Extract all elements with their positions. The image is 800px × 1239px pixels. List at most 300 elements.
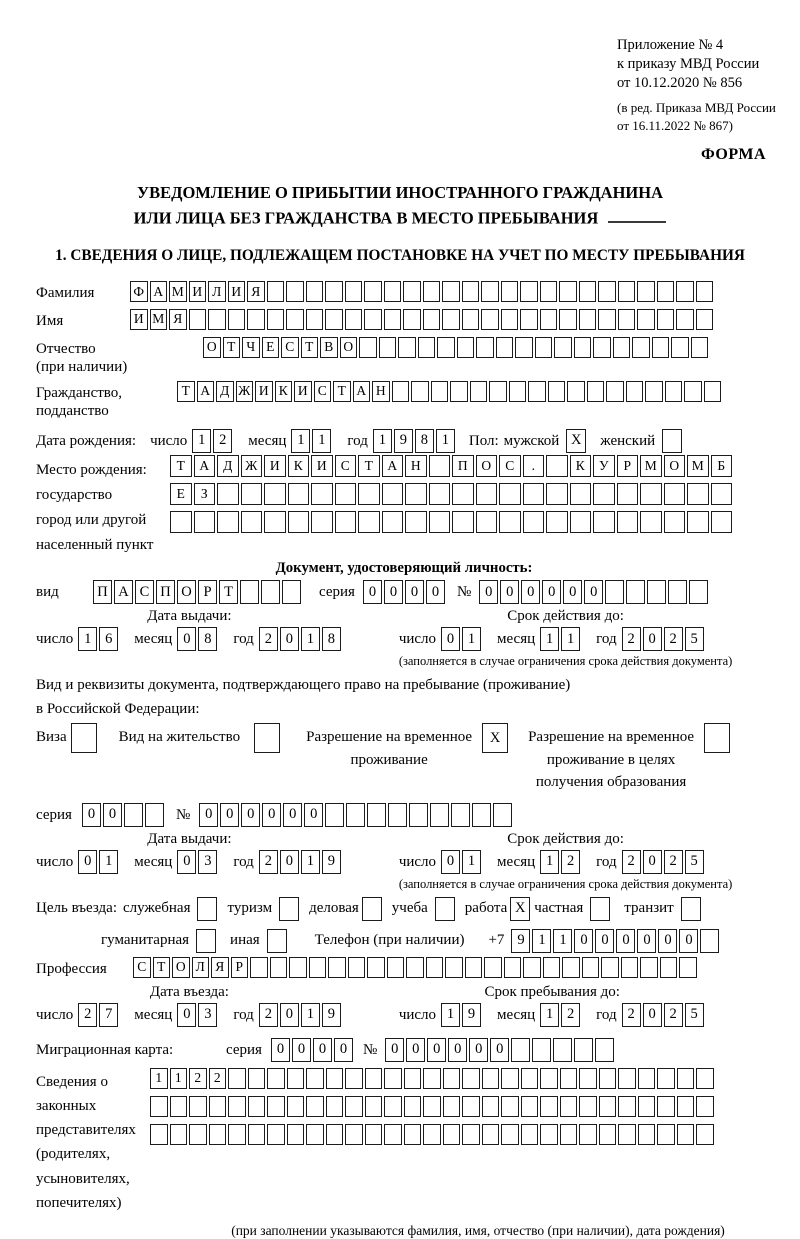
form-cell[interactable] (240, 580, 259, 604)
form-cell[interactable] (606, 381, 624, 402)
form-cell[interactable] (470, 381, 488, 402)
form-cell[interactable]: 2 (664, 627, 683, 651)
form-cell[interactable] (423, 1124, 441, 1145)
form-cell[interactable] (664, 511, 686, 533)
form-cell[interactable] (599, 1068, 617, 1089)
form-cell[interactable]: О (476, 455, 498, 477)
form-cell[interactable] (489, 381, 507, 402)
form-cell[interactable] (209, 1124, 227, 1145)
form-cell[interactable] (382, 511, 404, 533)
form-cell[interactable] (228, 1124, 246, 1145)
form-cell[interactable]: С (133, 957, 151, 978)
form-cell[interactable] (605, 580, 624, 604)
form-cell[interactable] (548, 381, 566, 402)
form-cell[interactable]: 8 (415, 429, 434, 453)
form-cell[interactable]: 0 (643, 1003, 662, 1027)
form-cell[interactable] (484, 957, 502, 978)
form-cell[interactable]: 1 (441, 1003, 460, 1027)
form-cell[interactable]: 9 (394, 429, 413, 453)
form-cell[interactable] (543, 957, 561, 978)
form-cell[interactable] (150, 1124, 168, 1145)
form-cell[interactable] (476, 511, 498, 533)
form-cell[interactable]: 2 (213, 429, 232, 453)
form-cell[interactable] (306, 1124, 324, 1145)
form-cell[interactable] (345, 1096, 363, 1117)
form-cell[interactable] (618, 309, 636, 330)
form-cell[interactable] (684, 381, 702, 402)
form-cell[interactable] (250, 957, 268, 978)
form-cell[interactable] (582, 957, 600, 978)
form-cell[interactable]: 0 (363, 580, 382, 604)
form-cell[interactable]: 1 (301, 627, 320, 651)
form-cell[interactable] (457, 337, 475, 358)
form-cell[interactable]: Т (333, 381, 351, 402)
form-cell[interactable]: И (228, 281, 246, 302)
form-cell[interactable]: 0 (384, 580, 403, 604)
form-cell[interactable] (429, 455, 451, 477)
residence-permit-checkbox[interactable] (254, 723, 280, 753)
form-cell[interactable]: 9 (322, 850, 341, 874)
form-cell[interactable] (618, 1068, 636, 1089)
form-cell[interactable] (445, 957, 463, 978)
form-cell[interactable] (476, 483, 498, 505)
form-cell[interactable] (228, 309, 246, 330)
form-cell[interactable] (306, 309, 324, 330)
form-cell[interactable] (423, 309, 441, 330)
form-cell[interactable] (264, 483, 286, 505)
form-cell[interactable]: 1 (540, 1003, 559, 1027)
form-cell[interactable] (637, 309, 655, 330)
form-cell[interactable] (626, 381, 644, 402)
form-cell[interactable]: М (150, 309, 168, 330)
form-cell[interactable] (535, 337, 553, 358)
form-cell[interactable] (687, 511, 709, 533)
form-cell[interactable] (359, 337, 377, 358)
form-cell[interactable] (618, 1096, 636, 1117)
form-cell[interactable]: И (311, 455, 333, 477)
form-cell[interactable]: С (499, 455, 521, 477)
form-cell[interactable]: У (593, 455, 615, 477)
form-cell[interactable]: Ж (241, 455, 263, 477)
form-cell[interactable] (365, 1124, 383, 1145)
form-cell[interactable] (261, 580, 280, 604)
form-cell[interactable] (287, 1068, 305, 1089)
form-cell[interactable] (657, 281, 675, 302)
form-cell[interactable] (364, 309, 382, 330)
form-cell[interactable] (668, 580, 687, 604)
form-cell[interactable]: 1 (540, 850, 559, 874)
form-cell[interactable] (632, 337, 650, 358)
form-cell[interactable]: Т (177, 381, 195, 402)
form-cell[interactable]: Н (405, 455, 427, 477)
form-cell[interactable]: 2 (259, 627, 278, 651)
form-cell[interactable] (617, 511, 639, 533)
form-cell[interactable] (247, 309, 265, 330)
form-cell[interactable] (267, 309, 285, 330)
form-cell[interactable] (442, 281, 460, 302)
form-cell[interactable] (346, 803, 365, 827)
visa-checkbox[interactable] (71, 723, 97, 753)
form-cell[interactable] (404, 1096, 422, 1117)
purpose-other-checkbox[interactable] (267, 929, 287, 953)
form-cell[interactable] (423, 281, 441, 302)
form-cell[interactable] (617, 483, 639, 505)
form-cell[interactable] (404, 1068, 422, 1089)
purpose-work-checkbox[interactable]: X (510, 897, 530, 921)
form-cell[interactable]: 0 (595, 929, 614, 953)
form-cell[interactable] (384, 1124, 402, 1145)
form-cell[interactable]: Н (372, 381, 390, 402)
form-cell[interactable] (398, 337, 416, 358)
form-cell[interactable] (532, 1038, 551, 1062)
form-cell[interactable] (640, 511, 662, 533)
form-cell[interactable] (345, 309, 363, 330)
form-cell[interactable]: 1 (436, 429, 455, 453)
form-cell[interactable]: 7 (99, 1003, 118, 1027)
form-cell[interactable] (593, 483, 615, 505)
form-cell[interactable]: 0 (334, 1038, 353, 1062)
form-cell[interactable] (579, 309, 597, 330)
form-cell[interactable] (443, 1096, 461, 1117)
form-cell[interactable]: Е (262, 337, 280, 358)
form-cell[interactable]: 0 (405, 580, 424, 604)
form-cell[interactable] (328, 957, 346, 978)
form-cell[interactable] (574, 337, 592, 358)
form-cell[interactable]: 0 (574, 929, 593, 953)
form-cell[interactable]: Р (231, 957, 249, 978)
form-cell[interactable] (652, 337, 670, 358)
form-cell[interactable]: А (114, 580, 133, 604)
form-cell[interactable] (504, 957, 522, 978)
form-cell[interactable] (574, 1038, 593, 1062)
form-cell[interactable] (423, 1068, 441, 1089)
form-cell[interactable]: 8 (198, 627, 217, 651)
form-cell[interactable]: И (255, 381, 273, 402)
form-cell[interactable]: 0 (177, 850, 196, 874)
form-cell[interactable]: 1 (301, 1003, 320, 1027)
form-cell[interactable] (384, 281, 402, 302)
form-cell[interactable]: 2 (189, 1068, 207, 1089)
form-cell[interactable] (599, 1096, 617, 1117)
form-cell[interactable]: 9 (462, 1003, 481, 1027)
form-cell[interactable] (476, 337, 494, 358)
form-cell[interactable] (679, 957, 697, 978)
form-cell[interactable]: 0 (637, 929, 656, 953)
form-cell[interactable]: 0 (441, 627, 460, 651)
form-cell[interactable]: . (523, 455, 545, 477)
form-cell[interactable] (358, 511, 380, 533)
form-cell[interactable]: 1 (532, 929, 551, 953)
form-cell[interactable] (618, 1124, 636, 1145)
form-cell[interactable] (567, 381, 585, 402)
form-cell[interactable]: 1 (192, 429, 211, 453)
purpose-business-checkbox[interactable] (362, 897, 382, 921)
form-cell[interactable] (452, 511, 474, 533)
form-cell[interactable] (241, 483, 263, 505)
form-cell[interactable] (403, 309, 421, 330)
form-cell[interactable] (676, 309, 694, 330)
form-cell[interactable] (189, 1124, 207, 1145)
form-cell[interactable]: 0 (82, 803, 101, 827)
form-cell[interactable]: О (664, 455, 686, 477)
form-cell[interactable] (579, 281, 597, 302)
form-cell[interactable] (145, 803, 164, 827)
form-cell[interactable]: О (203, 337, 221, 358)
form-cell[interactable]: О (340, 337, 358, 358)
form-cell[interactable] (587, 381, 605, 402)
form-cell[interactable]: Т (170, 455, 192, 477)
form-cell[interactable] (579, 1096, 597, 1117)
form-cell[interactable]: 0 (406, 1038, 425, 1062)
form-cell[interactable] (618, 281, 636, 302)
form-cell[interactable] (638, 1068, 656, 1089)
form-cell[interactable]: С (314, 381, 332, 402)
form-cell[interactable] (560, 1096, 578, 1117)
form-cell[interactable]: И (130, 309, 148, 330)
form-cell[interactable] (677, 1068, 695, 1089)
form-cell[interactable] (501, 309, 519, 330)
form-cell[interactable] (559, 281, 577, 302)
form-cell[interactable]: 1 (462, 850, 481, 874)
form-cell[interactable]: П (93, 580, 112, 604)
form-cell[interactable] (405, 483, 427, 505)
form-cell[interactable]: 2 (622, 627, 641, 651)
form-cell[interactable] (287, 1096, 305, 1117)
form-cell[interactable] (248, 1124, 266, 1145)
form-cell[interactable] (462, 281, 480, 302)
form-cell[interactable] (209, 1096, 227, 1117)
form-cell[interactable]: А (197, 381, 215, 402)
form-cell[interactable] (309, 957, 327, 978)
form-cell[interactable] (599, 1124, 617, 1145)
form-cell[interactable] (598, 309, 616, 330)
form-cell[interactable]: 2 (664, 1003, 683, 1027)
form-cell[interactable] (426, 957, 444, 978)
form-cell[interactable] (429, 483, 451, 505)
form-cell[interactable] (431, 381, 449, 402)
form-cell[interactable] (288, 483, 310, 505)
form-cell[interactable] (392, 381, 410, 402)
form-cell[interactable] (691, 337, 709, 358)
form-cell[interactable] (499, 511, 521, 533)
form-cell[interactable] (306, 1096, 324, 1117)
form-cell[interactable] (364, 281, 382, 302)
form-cell[interactable]: 2 (259, 850, 278, 874)
form-cell[interactable]: 0 (177, 627, 196, 651)
form-cell[interactable] (657, 1124, 675, 1145)
form-cell[interactable] (406, 957, 424, 978)
form-cell[interactable] (665, 381, 683, 402)
form-cell[interactable] (409, 803, 428, 827)
form-cell[interactable] (711, 511, 733, 533)
form-cell[interactable] (411, 381, 429, 402)
form-cell[interactable] (523, 957, 541, 978)
form-cell[interactable]: 2 (622, 1003, 641, 1027)
form-cell[interactable] (442, 309, 460, 330)
form-cell[interactable] (437, 337, 455, 358)
form-cell[interactable] (358, 483, 380, 505)
purpose-study-checkbox[interactable] (435, 897, 455, 921)
form-cell[interactable] (430, 803, 449, 827)
form-cell[interactable] (640, 957, 658, 978)
form-cell[interactable] (509, 381, 527, 402)
form-cell[interactable]: П (452, 455, 474, 477)
female-checkbox[interactable] (662, 429, 682, 453)
form-cell[interactable] (540, 1068, 558, 1089)
form-cell[interactable] (287, 1124, 305, 1145)
form-cell[interactable]: М (687, 455, 709, 477)
form-cell[interactable]: 1 (78, 627, 97, 651)
form-cell[interactable] (559, 309, 577, 330)
form-cell[interactable] (540, 281, 558, 302)
form-cell[interactable]: С (281, 337, 299, 358)
form-cell[interactable] (404, 1124, 422, 1145)
form-cell[interactable]: 3 (198, 1003, 217, 1027)
form-cell[interactable]: К (288, 455, 310, 477)
form-cell[interactable]: 1 (561, 627, 580, 651)
form-cell[interactable]: 0 (584, 580, 603, 604)
form-cell[interactable]: 8 (322, 627, 341, 651)
form-cell[interactable] (267, 1124, 285, 1145)
form-cell[interactable]: 2 (561, 850, 580, 874)
form-cell[interactable] (306, 281, 324, 302)
form-cell[interactable] (384, 309, 402, 330)
form-cell[interactable] (124, 803, 143, 827)
form-cell[interactable]: Д (216, 381, 234, 402)
form-cell[interactable] (579, 1068, 597, 1089)
form-cell[interactable]: Л (208, 281, 226, 302)
form-cell[interactable] (570, 511, 592, 533)
form-cell[interactable] (325, 803, 344, 827)
form-cell[interactable] (365, 1068, 383, 1089)
form-cell[interactable] (501, 1096, 519, 1117)
form-cell[interactable] (189, 1096, 207, 1117)
form-cell[interactable] (348, 957, 366, 978)
form-cell[interactable] (194, 511, 216, 533)
form-cell[interactable]: М (169, 281, 187, 302)
form-cell[interactable] (560, 1124, 578, 1145)
form-cell[interactable]: 0 (479, 580, 498, 604)
form-cell[interactable] (228, 1068, 246, 1089)
form-cell[interactable] (418, 337, 436, 358)
form-cell[interactable]: 2 (561, 1003, 580, 1027)
male-checkbox[interactable]: X (566, 429, 586, 453)
form-cell[interactable]: 0 (78, 850, 97, 874)
form-cell[interactable]: 0 (658, 929, 677, 953)
form-cell[interactable]: 2 (259, 1003, 278, 1027)
form-cell[interactable] (345, 1068, 363, 1089)
form-cell[interactable] (482, 1068, 500, 1089)
form-cell[interactable] (170, 1096, 188, 1117)
form-cell[interactable]: С (135, 580, 154, 604)
form-cell[interactable] (671, 337, 689, 358)
form-cell[interactable] (387, 957, 405, 978)
form-cell[interactable]: 1 (99, 850, 118, 874)
form-cell[interactable] (270, 957, 288, 978)
form-cell[interactable]: Д (217, 455, 239, 477)
form-cell[interactable]: 0 (177, 1003, 196, 1027)
form-cell[interactable] (499, 483, 521, 505)
form-cell[interactable]: К (570, 455, 592, 477)
form-cell[interactable]: И (189, 281, 207, 302)
form-cell[interactable] (711, 483, 733, 505)
form-cell[interactable]: 1 (170, 1068, 188, 1089)
form-cell[interactable] (638, 1124, 656, 1145)
form-cell[interactable]: 0 (441, 850, 460, 874)
form-cell[interactable] (311, 483, 333, 505)
form-cell[interactable] (286, 309, 304, 330)
form-cell[interactable] (520, 281, 538, 302)
form-cell[interactable] (384, 1068, 402, 1089)
form-cell[interactable]: 0 (563, 580, 582, 604)
form-cell[interactable] (553, 1038, 572, 1062)
form-cell[interactable] (248, 1096, 266, 1117)
form-cell[interactable] (645, 381, 663, 402)
form-cell[interactable] (450, 381, 468, 402)
form-cell[interactable] (462, 309, 480, 330)
form-cell[interactable] (384, 1096, 402, 1117)
form-cell[interactable] (462, 1096, 480, 1117)
form-cell[interactable] (452, 483, 474, 505)
form-cell[interactable] (451, 803, 470, 827)
form-cell[interactable]: 0 (313, 1038, 332, 1062)
form-cell[interactable]: 2 (664, 850, 683, 874)
form-cell[interactable] (150, 1096, 168, 1117)
form-cell[interactable]: О (177, 580, 196, 604)
form-cell[interactable] (379, 337, 397, 358)
form-cell[interactable] (325, 281, 343, 302)
form-cell[interactable] (326, 1124, 344, 1145)
form-cell[interactable]: 0 (542, 580, 561, 604)
form-cell[interactable]: 5 (685, 850, 704, 874)
form-cell[interactable] (462, 1124, 480, 1145)
form-cell[interactable] (657, 309, 675, 330)
form-cell[interactable] (613, 337, 631, 358)
form-cell[interactable]: 1 (291, 429, 310, 453)
form-cell[interactable] (626, 580, 645, 604)
form-cell[interactable]: З (194, 483, 216, 505)
form-cell[interactable]: 9 (511, 929, 530, 953)
form-cell[interactable] (593, 511, 615, 533)
form-cell[interactable] (540, 1096, 558, 1117)
form-cell[interactable]: 1 (462, 627, 481, 651)
form-cell[interactable] (598, 281, 616, 302)
form-cell[interactable] (335, 483, 357, 505)
form-cell[interactable] (677, 1124, 695, 1145)
form-cell[interactable]: Т (219, 580, 238, 604)
form-cell[interactable]: Т (301, 337, 319, 358)
form-cell[interactable] (365, 1096, 383, 1117)
form-cell[interactable]: 0 (271, 1038, 290, 1062)
form-cell[interactable]: В (320, 337, 338, 358)
form-cell[interactable]: 0 (385, 1038, 404, 1062)
form-cell[interactable] (528, 381, 546, 402)
form-cell[interactable]: 1 (373, 429, 392, 453)
purpose-transit-checkbox[interactable] (681, 897, 701, 921)
form-cell[interactable]: 0 (490, 1038, 509, 1062)
form-cell[interactable]: Ж (236, 381, 254, 402)
form-cell[interactable]: 0 (448, 1038, 467, 1062)
form-cell[interactable] (326, 1096, 344, 1117)
form-cell[interactable]: 0 (280, 627, 299, 651)
form-cell[interactable]: Л (192, 957, 210, 978)
form-cell[interactable] (481, 309, 499, 330)
form-cell[interactable] (647, 580, 666, 604)
form-cell[interactable] (593, 337, 611, 358)
form-cell[interactable]: О (172, 957, 190, 978)
form-cell[interactable] (554, 337, 572, 358)
form-cell[interactable] (367, 803, 386, 827)
